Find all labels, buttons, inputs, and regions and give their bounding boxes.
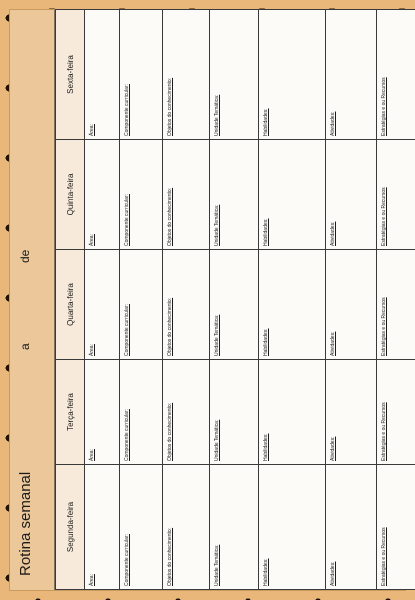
day-header-tuesday: Terça-feira	[56, 360, 85, 465]
habilidades-cell[interactable]: Habilidades:	[259, 250, 326, 360]
document-title: Rotina semanal	[17, 471, 34, 576]
weekly-routine-page	[10, 10, 405, 590]
table-row	[259, 10, 326, 590]
componente-cell[interactable]: Componente curricular:	[120, 140, 163, 250]
estrategias-cell[interactable]: Estratégias e ou Recursos	[377, 140, 415, 250]
atividades-cell[interactable]: Atividades:	[326, 465, 377, 590]
componente-cell[interactable]: Componente curricular:	[120, 360, 163, 465]
date-separator-de: de	[18, 249, 32, 263]
table-row	[210, 10, 259, 590]
table-header-row	[56, 10, 85, 590]
atividades-cell[interactable]: Atividades:	[326, 10, 377, 140]
table-row	[120, 10, 163, 590]
objetos-cell[interactable]: Objetos do conhecimento:	[163, 465, 210, 590]
date-separator-a: a	[18, 343, 32, 350]
objetos-cell[interactable]: Objetos do conhecimento:	[163, 250, 210, 360]
day-header-thursday: Quinta-feira	[56, 140, 85, 250]
componente-cell[interactable]: Componente curricular:	[120, 10, 163, 140]
estrategias-cell[interactable]: Estratégias e ou Recursos	[377, 360, 415, 465]
estrategias-cell[interactable]: Estratégias e ou Recursos	[377, 250, 415, 360]
area-cell[interactable]: Área:	[85, 140, 120, 250]
table-row	[163, 10, 210, 590]
day-header-friday: Sexta-feira	[56, 10, 85, 140]
habilidades-cell[interactable]: Habilidades:	[259, 10, 326, 140]
unidade-cell[interactable]: Unidade Temática:	[210, 140, 259, 250]
area-cell[interactable]: Área:	[85, 360, 120, 465]
atividades-cell[interactable]: Atividades:	[326, 250, 377, 360]
unidade-cell[interactable]: Unidade Temática:	[210, 250, 259, 360]
unidade-cell[interactable]: Unidade Temática:	[210, 10, 259, 140]
estrategias-cell[interactable]: Estratégias e ou Recursos	[377, 465, 415, 590]
day-header-monday: Segunda-feira	[56, 465, 85, 590]
componente-cell[interactable]: Componente curricular:	[120, 465, 163, 590]
atividades-cell[interactable]: Atividades:	[326, 360, 377, 465]
objetos-cell[interactable]: Objetos do conhecimento:	[163, 10, 210, 140]
area-cell[interactable]: Área:	[85, 250, 120, 360]
planner-sheet	[10, 10, 405, 590]
table-row	[377, 10, 415, 590]
title-band	[10, 10, 54, 590]
weekly-schedule-table	[55, 9, 415, 590]
unidade-cell[interactable]: Unidade Temática:	[210, 360, 259, 465]
unidade-cell[interactable]: Unidade Temática:	[210, 465, 259, 590]
componente-cell[interactable]: Componente curricular:	[120, 250, 163, 360]
estrategias-cell[interactable]: Estratégias e ou Recursos	[377, 10, 415, 140]
table-row	[326, 10, 377, 590]
habilidades-cell[interactable]: Habilidades:	[259, 360, 326, 465]
area-cell[interactable]: Área:	[85, 465, 120, 590]
habilidades-cell[interactable]: Habilidades:	[259, 140, 326, 250]
area-cell[interactable]: Área:	[85, 10, 120, 140]
atividades-cell[interactable]: Atividades:	[326, 140, 377, 250]
objetos-cell[interactable]: Objetos do conhecimento:	[163, 140, 210, 250]
objetos-cell[interactable]: Objetos do conhecimento:	[163, 360, 210, 465]
day-header-wednesday: Quarta-feira	[56, 250, 85, 360]
habilidades-cell[interactable]: Habilidades:	[259, 465, 326, 590]
table-row	[85, 10, 120, 590]
